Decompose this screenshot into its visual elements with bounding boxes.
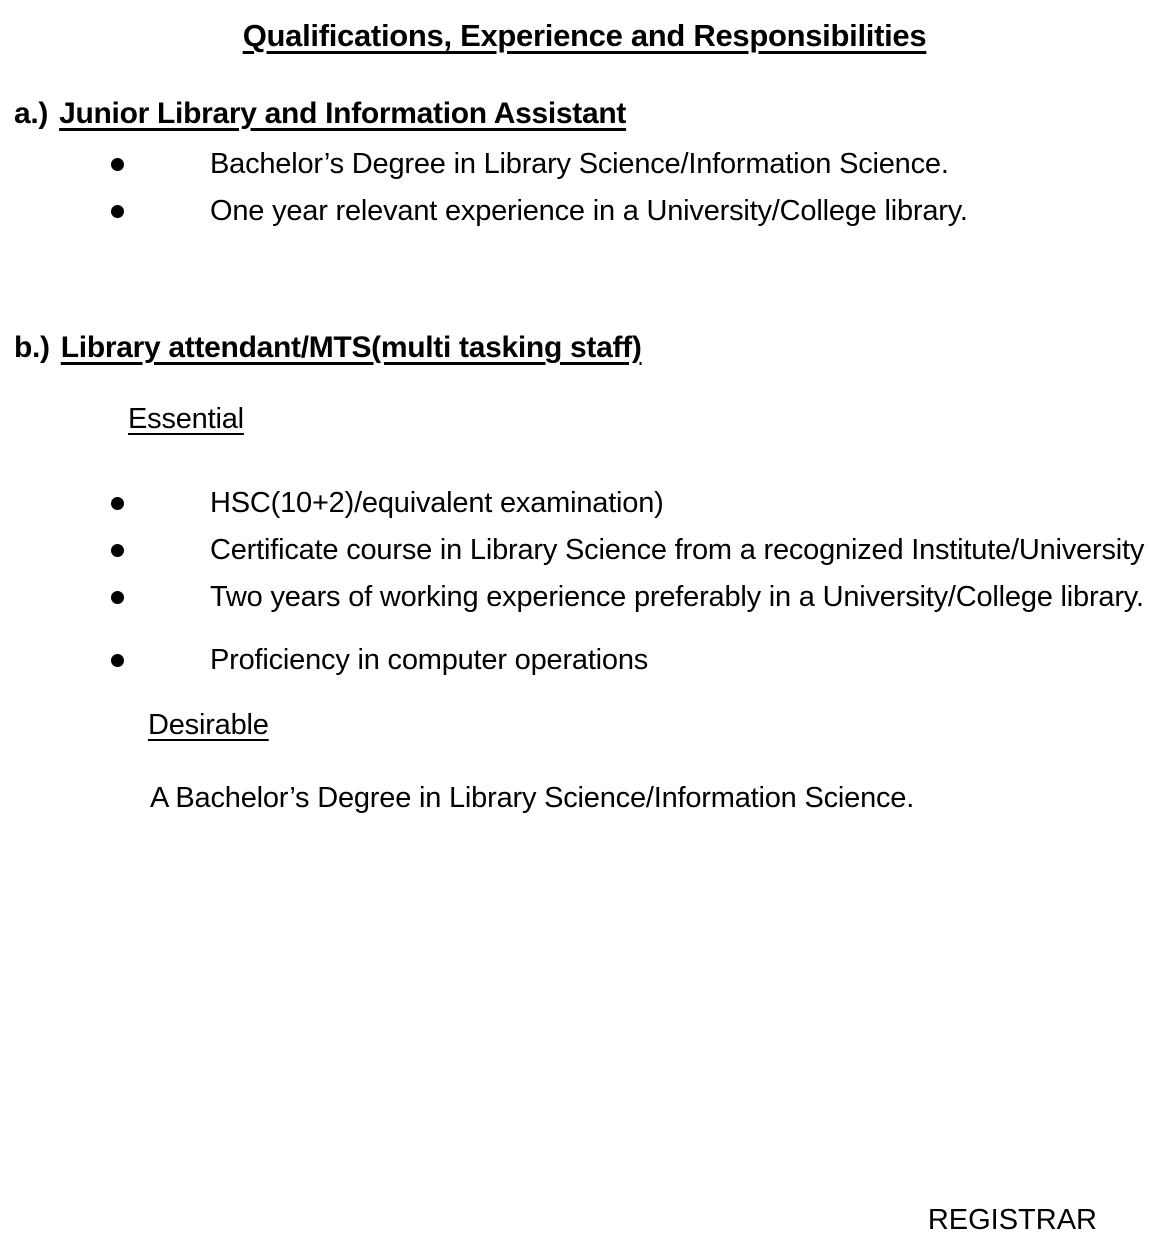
desirable-label: Desirable xyxy=(148,709,269,741)
bullet-text: One year relevant experience in a University/College library. xyxy=(210,195,968,227)
bullet-icon xyxy=(111,158,124,171)
bullet-text: HSC(10+2)/equivalent examination) xyxy=(210,487,664,519)
list-item xyxy=(0,188,1169,235)
section-a-bullet-list xyxy=(0,141,1169,235)
desirable-text: A Bachelor’s Degree in Library Science/Information Science. xyxy=(150,782,915,814)
list-item xyxy=(0,637,1169,684)
bullet-icon xyxy=(111,591,124,604)
registrar-signature: REGISTRAR xyxy=(927,1204,1097,1236)
section-b-heading xyxy=(14,330,1169,366)
bullet-text: Bachelor’s Degree in Library Science/Information Science. xyxy=(210,148,949,180)
bullet-text: Two years of working experience preferably in a University/College library. xyxy=(210,581,1144,613)
list-item xyxy=(0,527,1169,574)
bullet-icon xyxy=(111,544,124,557)
bullet-icon xyxy=(111,205,124,218)
bullet-text: Proficiency in computer operations xyxy=(210,644,649,676)
bullet-icon xyxy=(111,654,124,667)
list-item xyxy=(0,480,1169,527)
section-a-heading xyxy=(14,96,1169,132)
page-title: Qualifications, Experience and Responsibilities xyxy=(242,18,927,53)
bullet-icon xyxy=(111,497,124,510)
essential-bullet-list xyxy=(0,480,1169,684)
list-item xyxy=(0,141,1169,188)
essential-label: Essential xyxy=(128,403,244,435)
section-b-title: Library attendant/MTS(multi tasking staff) xyxy=(60,331,642,364)
section-a-prefix: a.) xyxy=(14,97,49,130)
list-item xyxy=(0,574,1169,621)
section-b-prefix: b.) xyxy=(14,331,50,364)
bullet-text: Certificate course in Library Science from a recognized Institute/University xyxy=(210,534,1145,566)
section-a-title: Junior Library and Information Assistant xyxy=(59,97,627,130)
